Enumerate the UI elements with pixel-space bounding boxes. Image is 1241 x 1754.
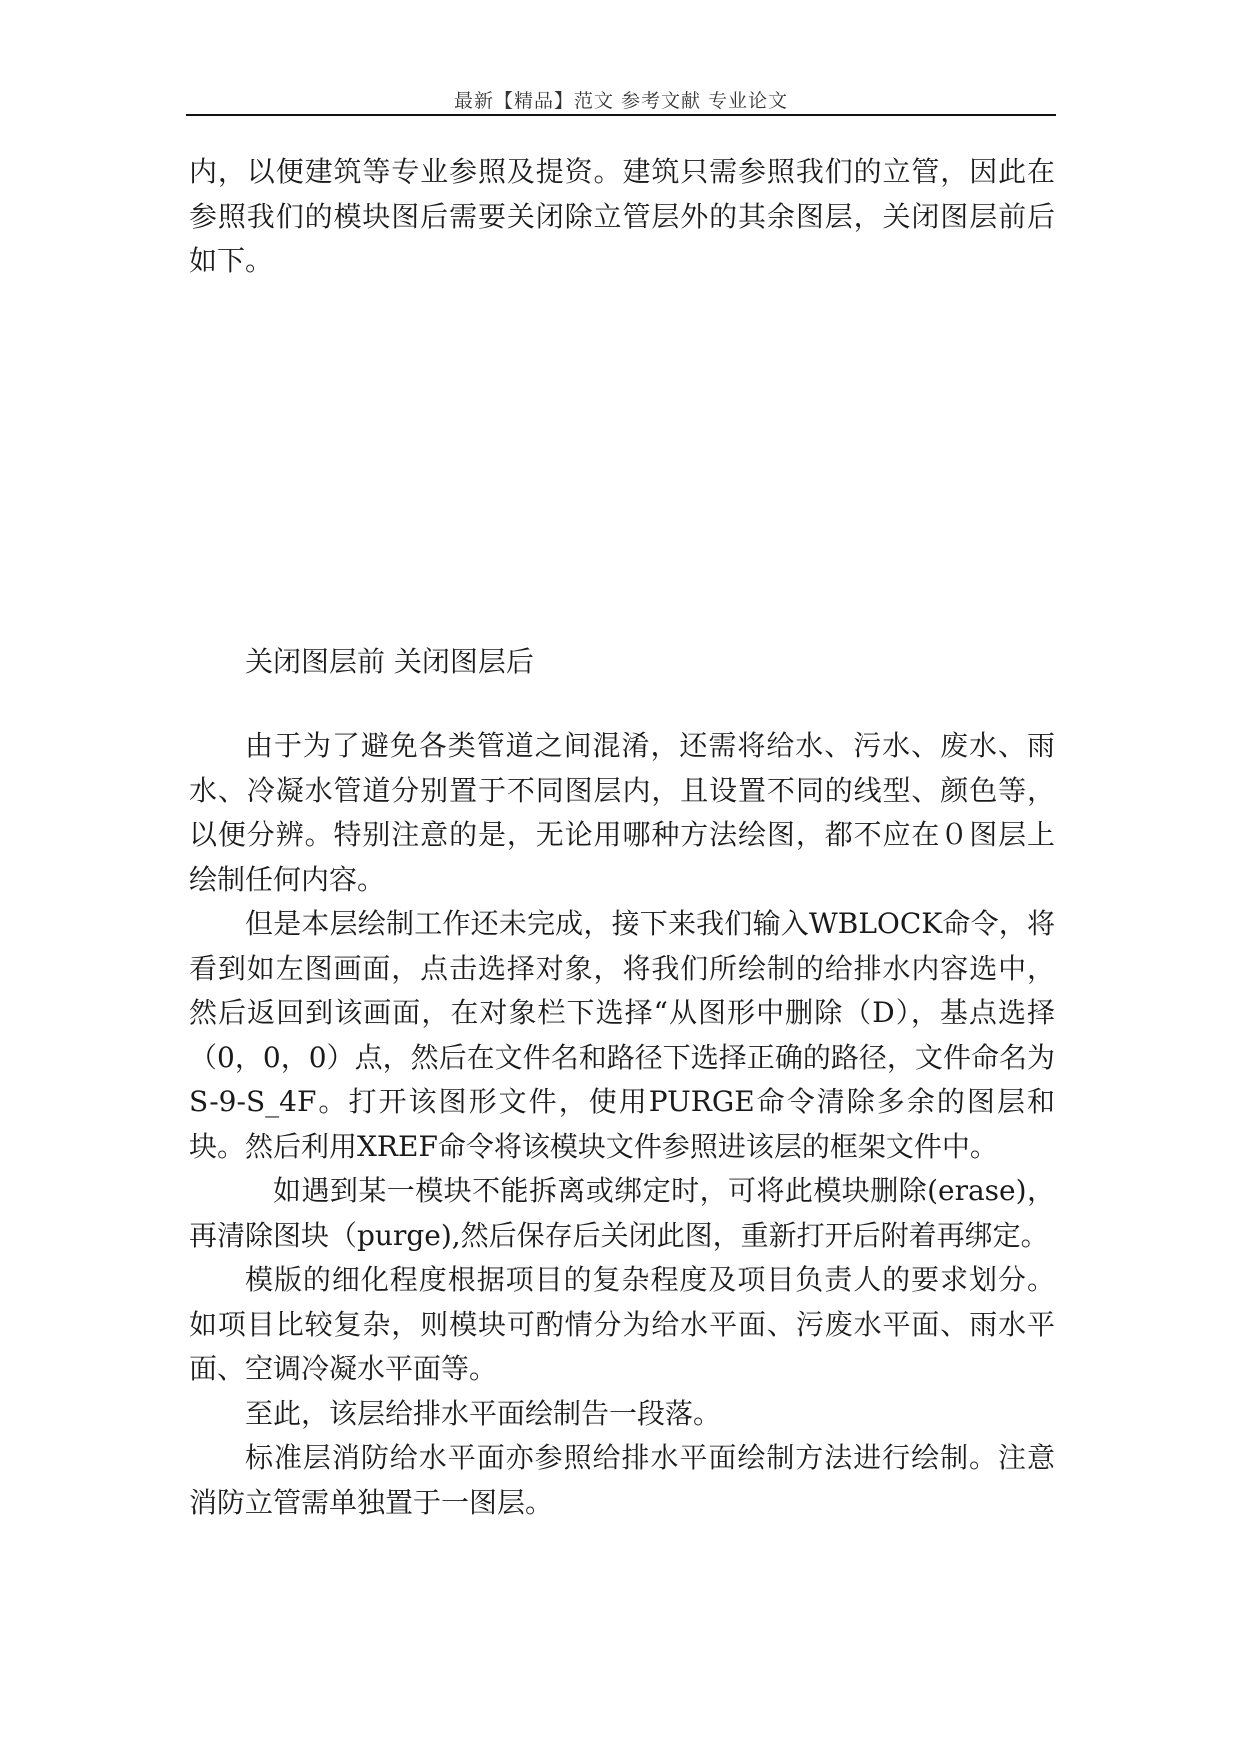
paragraph-template: 模版的细化程度根据项目的复杂程度及项目负责人的要求划分。如项目比较复杂，则模块可酌情分为给水平面、污废水平面、雨水平面、空调冷凝水平面等。 (189, 1263, 1055, 1385)
figure-caption: 关闭图层前 关闭图层后 (245, 644, 534, 678)
figure-area (189, 284, 1055, 640)
paragraph-conclusion: 至此，该层给排水平面绘制告一段落。 (245, 1396, 722, 1430)
paragraph-erase: 如遇到某一模块不能拆离或绑定时，可将此模块删除(erase)，再清除图块（purge),然后保存后关闭此图，重新打开后附着再绑定。 (189, 1174, 1055, 1252)
page-header: 最新【精品】范文 参考文献 专业论文 (453, 90, 789, 112)
paragraph-wblock: 但是本层绘制工作还未完成，接下来我们输入WBLOCK命令，将看到如左图画面，点击选择对象，将我们所绘制的给排水内容选中，然后返回到该画面，在对象栏下选择“从图形中删除（D），基点选择（0，0，0）点，然后在文件名和路径下选择正确的路径，文件命名为S-9-S_4F。打开该图形文件，使用PURGE命令清除多余的图层和块。然后利用XREF命令将该模块文件参照进该层的框架文件中。 (189, 907, 1055, 1163)
document-body (189, 150, 1055, 1525)
paragraph-intro: 内，以便建筑等专业参照及提资。建筑只需参照我们的立管，因此在参照我们的模块图后需要关闭除立管层外的其余图层，关闭图层前后如下。 (189, 155, 1055, 277)
paragraph-fire: 标准层消防给水平面亦参照给排水平面绘制方法进行绘制。注意消防立管需单独置于一图层。 (189, 1441, 1055, 1519)
header-divider (186, 114, 1056, 116)
spacer (189, 684, 1055, 724)
paragraph-layers: 由于为了避免各类管道之间混淆，还需将给水、污水、废水、雨水、冷凝水管道分别置于不同图层内，且设置不同的线型、颜色等，以便分辨。特别注意的是，无论用哪种方法绘图，都不应在０图层上绘制任何内容。 (189, 729, 1055, 896)
